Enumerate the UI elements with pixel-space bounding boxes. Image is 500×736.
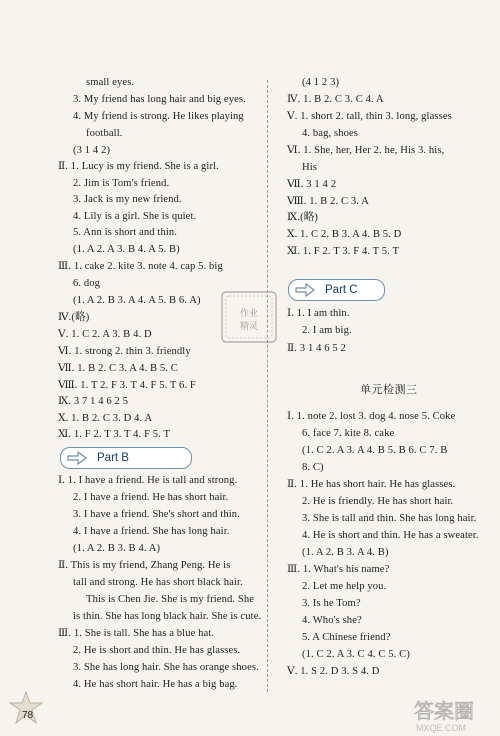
answer-line: (1. C 2. A 3. C 4. C 5. C) xyxy=(302,649,410,660)
answer-line: Ⅱ. 1. He has short hair. He has glasses. xyxy=(287,479,456,490)
answer-line: 2. Jim is Tom's friend. xyxy=(73,178,170,189)
answer-line: Ⅺ. 1. F 2. T 3. T 4. F 5. T xyxy=(58,429,171,440)
answer-line: Ⅲ. 1. What's his name? xyxy=(287,564,390,575)
answer-line: 2. He is friendly. He has short hair. xyxy=(302,496,454,507)
answer-line: Ⅶ. 1. B 2. C 3. A 4. B 5. C xyxy=(58,363,178,374)
answer-line: Ⅵ. 1. strong 2. thin 3. friendly xyxy=(58,346,191,357)
part-b-banner xyxy=(60,447,192,469)
answer-line: Ⅰ. 1. note 2. lost 3. dog 4. nose 5. Coke xyxy=(287,411,456,422)
answer-line: Ⅲ. 1. She is tall. She has a blue hat. xyxy=(58,628,215,639)
answer-line: 2. I have a friend. He has short hair. xyxy=(73,492,229,503)
answer-line: Ⅶ. 3 1 4 2 xyxy=(287,179,337,190)
column-divider xyxy=(267,80,268,692)
answer-line: 3. She has long hair. She has orange shoes. xyxy=(73,662,259,673)
answer-line: (1. A 2. A 3. B 4. A 5. B) xyxy=(73,244,180,255)
answer-line: 4. Who's she? xyxy=(302,615,362,626)
answer-line: 2. I am big. xyxy=(302,325,352,336)
answer-line: Ⅰ. 1. I have a friend. He is tall and strong. xyxy=(58,475,238,486)
answer-line: 6. face 7. kite 8. cake xyxy=(302,428,395,439)
svg-text:精灵: 精灵 xyxy=(239,322,259,332)
part-c-label: Part C xyxy=(325,284,358,296)
answer-line: Ⅲ. 1. cake 2. kite 3. note 4. cap 5. big xyxy=(58,261,223,272)
answer-line: football. xyxy=(86,128,123,139)
part-c-banner xyxy=(288,279,385,301)
answer-line: Ⅳ.(略) xyxy=(58,312,90,323)
answer-line: 4. My friend is strong. He likes playing xyxy=(73,111,244,122)
answer-line: 4. I have a friend. She has long hair. xyxy=(73,526,230,537)
answer-line: Ⅹ. 1. C 2. B 3. A 4. B 5. D xyxy=(287,229,402,240)
page-number: 78 xyxy=(22,710,34,721)
svg-text:答案圈: 答案圈 xyxy=(414,699,474,723)
answer-line: Ⅺ. 1. F 2. T 3. F 4. T 5. T xyxy=(287,246,400,257)
answer-line: 5. Ann is short and thin. xyxy=(73,227,178,238)
answer-line: Ⅳ. 1. B 2. C 3. C 4. A xyxy=(287,94,384,105)
answer-line: (1. A 2. B 3. A 4. B) xyxy=(302,547,389,558)
answer-line: 4. He is short and thin. He has a sweater. xyxy=(302,530,479,541)
answer-line: Ⅴ. 1. C 2. A 3. B 4. D xyxy=(58,329,152,340)
answer-line: (3 1 4 2) xyxy=(73,145,111,156)
answer-line: 4. Lily is a girl. She is quiet. xyxy=(73,211,197,222)
stamp-logo xyxy=(218,288,280,346)
answer-line: Ⅰ. 1. I am thin. xyxy=(287,308,350,319)
answer-line: (1. A 2. B 3. A 4. A 5. B 6. A) xyxy=(73,295,201,306)
answer-line: (4 1 2 3) xyxy=(302,77,340,88)
answer-line: 8. C) xyxy=(302,462,324,473)
answer-line: 4. He has short hair. He has a big bag. xyxy=(73,679,238,690)
answer-line: Ⅴ. 1. S 2. D 3. S 4. D xyxy=(287,666,380,677)
answer-line: 5. A Chinese friend? xyxy=(302,632,391,643)
answer-line: Ⅸ. 3 7 1 4 6 2 5 xyxy=(58,396,129,407)
answer-line: Ⅱ. 1. Lucy is my friend. She is a girl. xyxy=(58,161,219,172)
answer-line: Ⅸ.(略) xyxy=(287,212,319,223)
answer-line: Ⅷ. 1. T 2. F 3. T 4. F 5. T 6. F xyxy=(58,380,196,391)
answer-line: His xyxy=(302,162,318,173)
answer-line: Ⅹ. 1. B 2. C 3. D 4. A xyxy=(58,413,153,424)
answer-line: 3. I have a friend. She's short and thin. xyxy=(73,509,240,520)
answer-line: 2. Let me help you. xyxy=(302,581,387,592)
arrow-icon xyxy=(67,451,87,465)
answer-line: Ⅱ. This is my friend, Zhang Peng. He is xyxy=(58,560,231,571)
answer-line: 3. Jack is my new friend. xyxy=(73,194,182,205)
answer-line: Ⅴ. 1. short 2. tall, thin 3. long, glasses xyxy=(287,111,452,122)
answer-line: 3. Is he Tom? xyxy=(302,598,361,609)
part-b-label: Part B xyxy=(97,452,129,464)
answer-line: Ⅱ. 3 1 4 6 5 2 xyxy=(287,343,346,354)
answer-line: 4. bag, shoes xyxy=(302,128,359,139)
answer-line: Ⅵ. 1. She, her, Her 2. he, His 3. his, xyxy=(287,145,445,156)
arrow-icon xyxy=(295,283,315,297)
answer-line: small eyes. xyxy=(86,77,135,88)
answer-line: is thin. She has long black hair. She is cute. xyxy=(73,611,262,622)
answer-line: Ⅷ. 1. B 2. C 3. A xyxy=(287,196,369,207)
watermark-logo xyxy=(410,694,498,734)
svg-text:作业: 作业 xyxy=(239,309,259,319)
answer-line: 3. She is tall and thin. She has long hair. xyxy=(302,513,477,524)
answer-line: tall and strong. He has short black hair. xyxy=(73,577,243,588)
answer-line: 3. My friend has long hair and big eyes. xyxy=(73,94,246,105)
answer-line: (1. C 2. A 3. A 4. B 5. B 6. C 7. B xyxy=(302,445,448,456)
answer-line: This is Chen Jie. She is my friend. She xyxy=(86,594,255,605)
answer-line: 6. dog xyxy=(73,278,101,289)
unit-test-title: 单元检测三 xyxy=(360,383,418,396)
svg-text:MXQE.COM: MXQE.COM xyxy=(416,723,467,733)
answer-line: 2. He is short and thin. He has glasses. xyxy=(73,645,241,656)
answer-line: (1. A 2. B 3. B 4. A) xyxy=(73,543,161,554)
